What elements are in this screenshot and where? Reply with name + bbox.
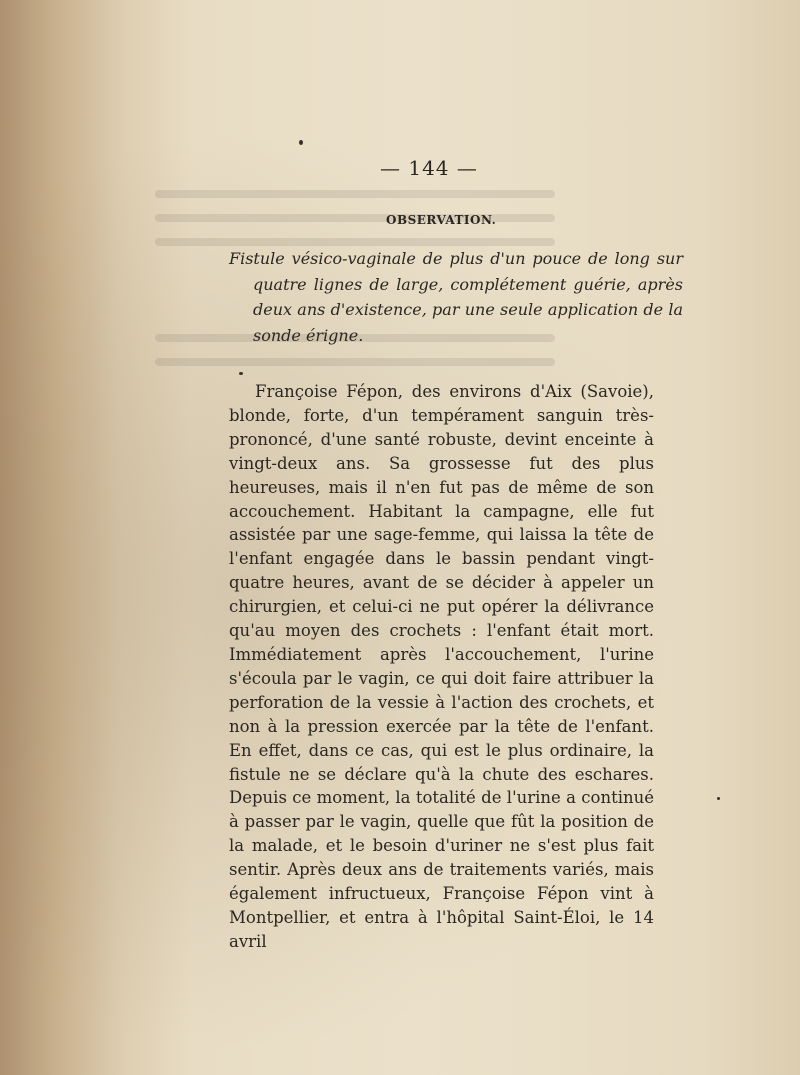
observation-subtitle: Fistule vésico-vaginale de plus d'un pouce de long sur quatre lignes de large, complétement guérie, après deux ans d'existence, par une seule application de la sonde érigne. bbox=[229, 249, 683, 345]
ink-speck bbox=[299, 140, 303, 145]
body-paragraph: Françoise Fépon, des environs d'Aix (Savoie), blonde, forte, d'un tempérament sanguin très-prononcé, d'une santé robuste, devint enceinte à vingt-deux ans. Sa grossesse fut des plus heureuses, mais il n'en fut pas de même de son accouchement. Habitant la campagne, elle fut assistée par une sage-femme, qui laissa la tête de l'enfant engagée dans le bassin pendant vingt-quatre heures, avant de se décider à appeler un chirurgien, et celui-ci ne put opérer la délivrance qu'au moyen des crochets : l'enfant était mort. Immédiatement après l'accouchement, l'urine s'écoula par le vagin, ce qui doit faire attribuer la perforation de la vessie à l'action des crochets, et non à la pression exercée par la tête de l'enfant. En effet, dans ce cas, qui est le plus ordinaire, la fistule ne se déclare qu'à la chute des eschares. Depuis ce moment, la totalité de l'urine a continué à passer par le vagin, quelle que fût la position de la malade, et le besoin d'uriner ne s'est plus fait sentir. Après deux ans de traitements variés, mais également infructueux, Françoise Fépon vint à Montpellier, et entra à l'hôpital Saint-Éloi, le 14 avril bbox=[229, 382, 654, 951]
ink-speck bbox=[717, 797, 720, 800]
section-heading: OBSERVATION. bbox=[386, 213, 497, 227]
ink-speck bbox=[239, 372, 243, 375]
page-number: — 144 — bbox=[380, 156, 478, 180]
